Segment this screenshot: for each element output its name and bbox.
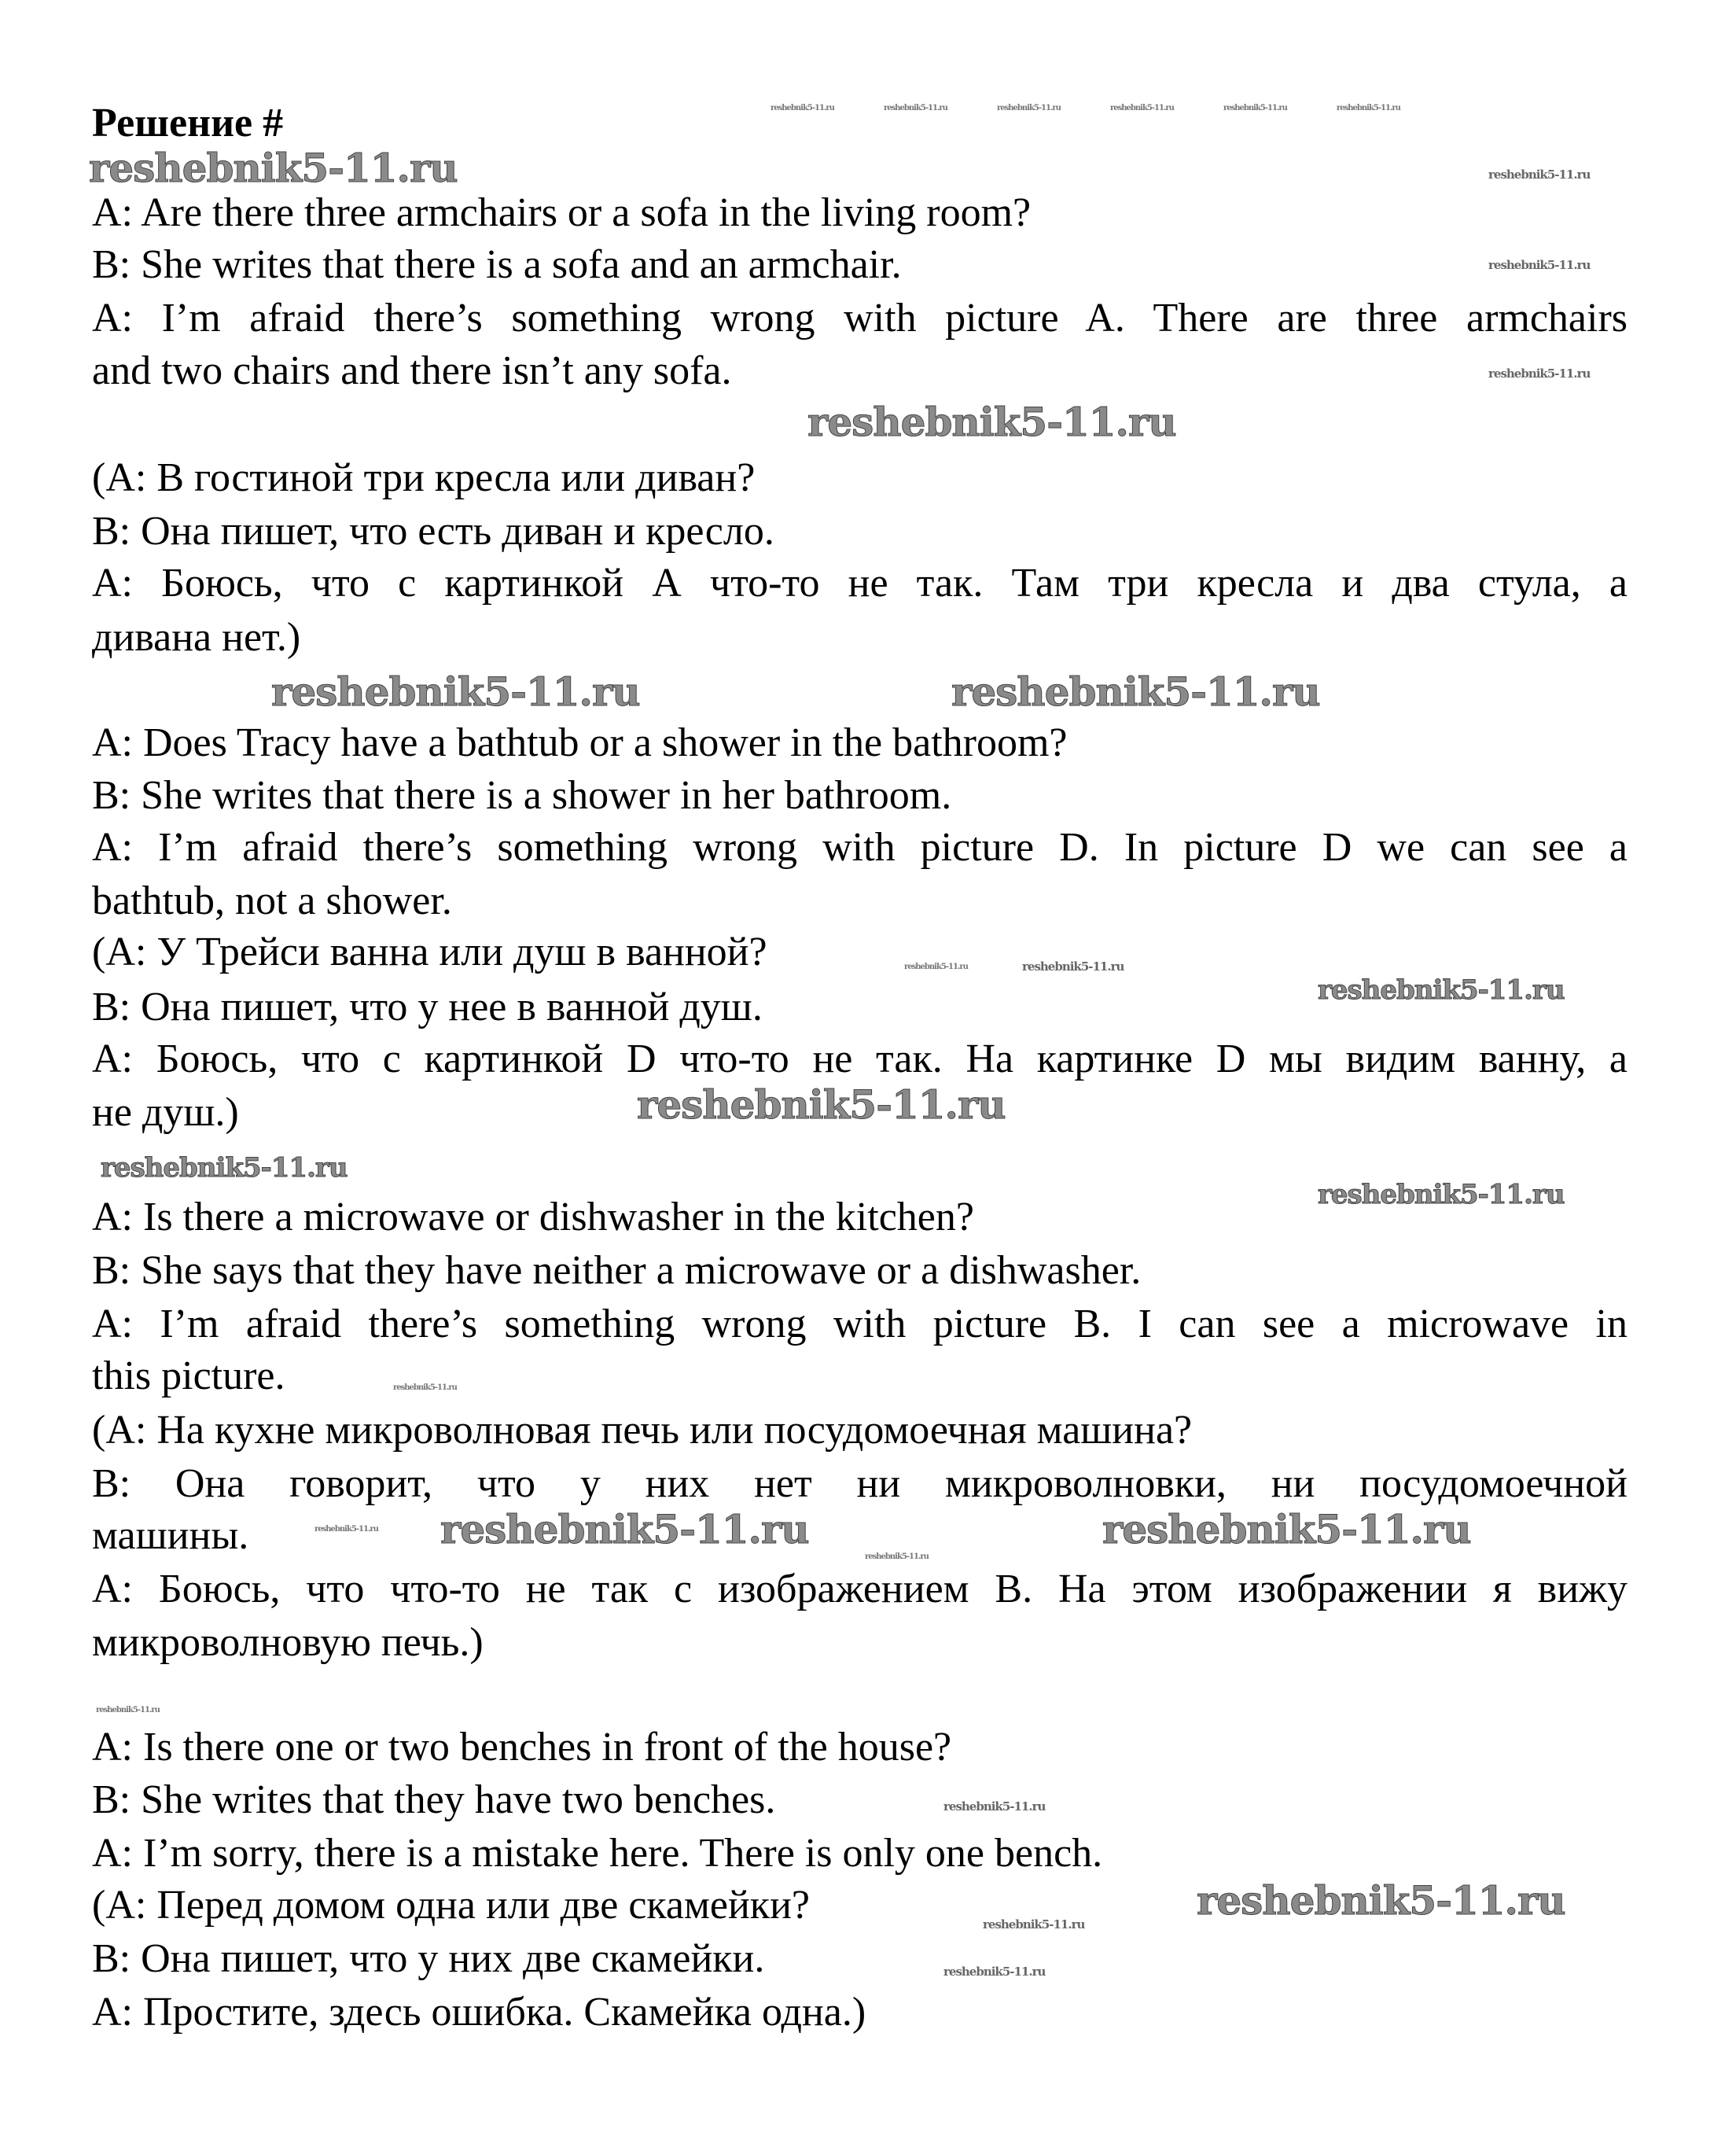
watermark: reshebnik5-11.ru — [943, 1799, 1046, 1814]
text-line: машины. — [92, 1513, 249, 1558]
text-line: B: Она пишет, что у них две скамейки. — [92, 1936, 765, 1981]
text-line: (A: В гостиной три кресла или диван? — [92, 455, 756, 500]
text-line: A: Боюсь, что с картинкой А что-то не так. Там три кресла и два стула, а — [92, 561, 1628, 606]
text-line: B: Она пишет, что есть диван и кресло. — [92, 509, 774, 554]
watermark: reshebnik5-11.ru — [943, 1965, 1046, 1979]
watermark: reshebnik5-11.ru — [865, 1552, 929, 1561]
text-line: (A: У Трейси ванна или душ в ванной? — [92, 930, 767, 974]
page-title: Решение # — [92, 101, 284, 145]
text-line: A: Боюсь, что что-то не так с изображением B. На этом изображении я вижу — [92, 1567, 1628, 1611]
text-line: A: I’m afraid there’s something wrong with picture B. I can see a microwave in — [92, 1302, 1628, 1346]
watermark: reshebnik5-11.ru — [1102, 1506, 1471, 1552]
text-line: A: Does Tracy have a bathtub or a shower in the bathroom? — [92, 720, 1068, 765]
text-line: A: I’m sorry, there is a mistake here. There is only one bench. — [92, 1831, 1103, 1876]
watermark: reshebnik5-11.ru — [96, 1706, 160, 1714]
text-line: bathtub, not a shower. — [92, 878, 452, 923]
text-line: B: She writes that they have two benches. — [92, 1777, 776, 1822]
text-line: B: She says that they have neither a microwave or a dishwasher. — [92, 1248, 1142, 1293]
watermark: reshebnik5-11.ru — [393, 1383, 457, 1392]
watermark: reshebnik5-11.ru — [807, 399, 1176, 445]
text-line: дивана нет.) — [92, 615, 301, 660]
text-line: this picture. — [92, 1353, 285, 1398]
watermark: reshebnik5-11.ru — [997, 104, 1061, 112]
watermark: reshebnik5-11.ru — [771, 104, 834, 112]
watermark: reshebnik5-11.ru — [1318, 1179, 1565, 1210]
watermark: reshebnik5-11.ru — [1022, 959, 1124, 974]
text-line: A: I’m afraid there’s something wrong with picture A. There are three armchairs — [92, 296, 1628, 341]
watermark: reshebnik5-11.ru — [271, 668, 640, 715]
watermark: reshebnik5-11.ru — [904, 963, 968, 971]
watermark: reshebnik5-11.ru — [1110, 104, 1174, 112]
watermark: reshebnik5-11.ru — [1488, 168, 1591, 182]
text-line: B: She writes that there is a shower in her bathroom. — [92, 773, 952, 818]
watermark: reshebnik5-11.ru — [314, 1525, 378, 1534]
watermark: reshebnik5-11.ru — [440, 1506, 809, 1552]
text-line: and two chairs and there isn’t any sofa. — [92, 348, 732, 393]
text-line: A: Боюсь, что с картинкой D что-то не так. На картинке D мы видим ванну, а — [92, 1037, 1628, 1081]
text-line: B: Она пишет, что у нее в ванной душ. — [92, 985, 763, 1029]
watermark: reshebnik5-11.ru — [1223, 104, 1287, 112]
text-line: не душ.) — [92, 1090, 239, 1135]
watermark: reshebnik5-11.ru — [884, 104, 947, 112]
watermark: reshebnik5-11.ru — [101, 1152, 348, 1184]
watermark: reshebnik5-11.ru — [951, 668, 1320, 715]
watermark: reshebnik5-11.ru — [1337, 104, 1400, 112]
text-line: B: Она говорит, что у них нет ни микроволновки, ни посудомоечной — [92, 1461, 1628, 1506]
watermark: reshebnik5-11.ru — [1488, 366, 1591, 381]
text-line: A: Is there a microwave or dishwasher in the kitchen? — [92, 1195, 974, 1239]
text-line: B: She writes that there is a sofa and an armchair. — [92, 242, 902, 287]
text-line: (A: Перед домом одна или две скамейки? — [92, 1883, 810, 1928]
watermark: reshebnik5-11.ru — [1197, 1877, 1565, 1924]
text-line: A: Are there three armchairs or a sofa in the living room? — [92, 190, 1032, 235]
watermark: reshebnik5-11.ru — [983, 1917, 1085, 1932]
watermark: reshebnik5-11.ru — [1318, 974, 1565, 1006]
text-line: A: Простите, здесь ошибка. Скамейка одна.) — [92, 1990, 866, 2035]
text-line: A: I’m afraid there’s something wrong with picture D. In picture D we can see a — [92, 825, 1628, 870]
watermark: reshebnik5-11.ru — [1488, 258, 1591, 272]
watermark: reshebnik5-11.ru — [637, 1081, 1006, 1128]
text-line: A: Is there one or two benches in front of the house? — [92, 1725, 952, 1770]
text-line: микроволновую печь.) — [92, 1620, 484, 1665]
text-line: (A: На кухне микроволновая печь или посудомоечная машина? — [92, 1408, 1193, 1453]
watermark: reshebnik5-11.ru — [89, 145, 458, 191]
